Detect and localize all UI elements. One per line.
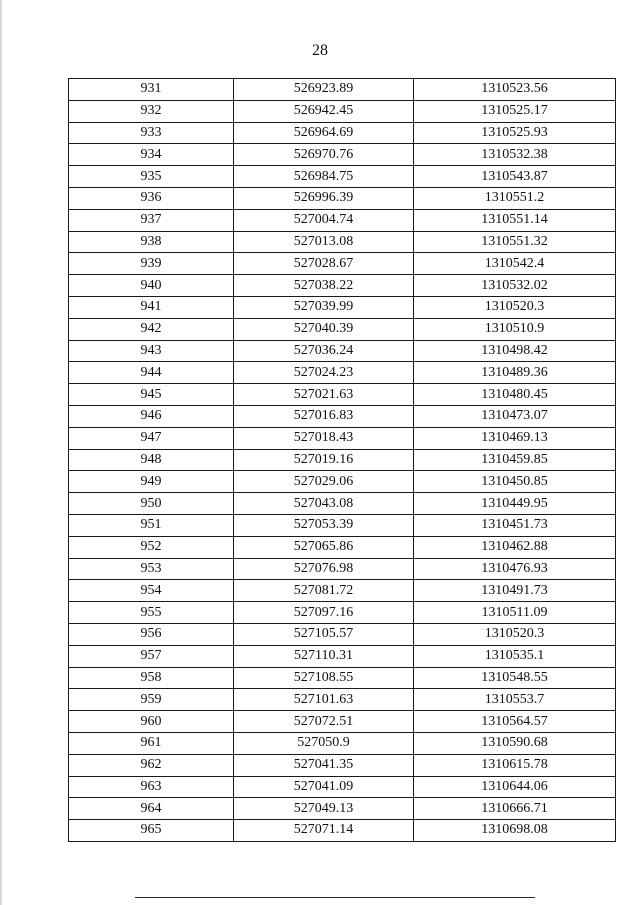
y-coordinate-cell: 1310462.88: [414, 536, 616, 558]
x-coordinate-cell: 527041.09: [234, 776, 414, 798]
table-row: [69, 514, 616, 536]
point-number-cell: 939: [69, 253, 234, 275]
point-number-cell: 938: [69, 231, 234, 253]
point-number-cell: 932: [69, 100, 234, 122]
y-coordinate-cell: 1310511.09: [414, 602, 616, 624]
x-coordinate-cell: 526984.75: [234, 166, 414, 188]
y-coordinate-cell: 1310469.13: [414, 427, 616, 449]
x-coordinate-cell: 527053.39: [234, 514, 414, 536]
point-number-cell: 958: [69, 667, 234, 689]
table-row: [69, 253, 616, 275]
point-number-cell: 952: [69, 536, 234, 558]
table-row: [69, 558, 616, 580]
point-number-cell: 934: [69, 144, 234, 166]
x-coordinate-cell: 527019.16: [234, 449, 414, 471]
point-number-cell: 962: [69, 754, 234, 776]
y-coordinate-cell: 1310480.45: [414, 384, 616, 406]
page-number: 28: [312, 42, 328, 59]
table-row: [69, 166, 616, 188]
y-coordinate-cell: 1310698.08: [414, 820, 616, 842]
point-number-cell: 943: [69, 340, 234, 362]
y-coordinate-cell: 1310520.3: [414, 623, 616, 645]
table-row: [69, 580, 616, 602]
y-coordinate-cell: 1310523.56: [414, 79, 616, 101]
x-coordinate-cell: 527081.72: [234, 580, 414, 602]
table-row: [69, 689, 616, 711]
point-number-cell: 954: [69, 580, 234, 602]
point-number-cell: 953: [69, 558, 234, 580]
x-coordinate-cell: 527108.55: [234, 667, 414, 689]
x-coordinate-cell: 527101.63: [234, 689, 414, 711]
table-row: [69, 275, 616, 297]
x-coordinate-cell: 527040.39: [234, 318, 414, 340]
point-number-cell: 950: [69, 493, 234, 515]
table-row: [69, 122, 616, 144]
point-number-cell: 935: [69, 166, 234, 188]
point-number-cell: 945: [69, 384, 234, 406]
table-row: [69, 340, 616, 362]
y-coordinate-cell: 1310615.78: [414, 754, 616, 776]
table-row: [69, 318, 616, 340]
y-coordinate-cell: 1310525.93: [414, 122, 616, 144]
x-coordinate-cell: 527039.99: [234, 296, 414, 318]
y-coordinate-cell: 1310489.36: [414, 362, 616, 384]
table-row: [69, 645, 616, 667]
point-number-cell: 933: [69, 122, 234, 144]
point-number-cell: 964: [69, 798, 234, 820]
y-coordinate-cell: 1310551.32: [414, 231, 616, 253]
y-coordinate-cell: 1310450.85: [414, 471, 616, 493]
x-coordinate-cell: 527071.14: [234, 820, 414, 842]
table-row: [69, 449, 616, 471]
table-row: [69, 187, 616, 209]
x-coordinate-cell: 527013.08: [234, 231, 414, 253]
x-coordinate-cell: 527049.13: [234, 798, 414, 820]
y-coordinate-cell: 1310451.73: [414, 514, 616, 536]
table-row: [69, 493, 616, 515]
x-coordinate-cell: 527072.51: [234, 711, 414, 733]
point-number-cell: 937: [69, 209, 234, 231]
x-coordinate-cell: 527076.98: [234, 558, 414, 580]
table-row: [69, 732, 616, 754]
point-number-cell: 955: [69, 602, 234, 624]
table-row: [69, 667, 616, 689]
table-row: [69, 100, 616, 122]
point-number-cell: 963: [69, 776, 234, 798]
x-coordinate-cell: 527021.63: [234, 384, 414, 406]
y-coordinate-cell: 1310542.4: [414, 253, 616, 275]
table-row: [69, 471, 616, 493]
x-coordinate-cell: 527004.74: [234, 209, 414, 231]
point-number-cell: 940: [69, 275, 234, 297]
table-row: [69, 209, 616, 231]
y-coordinate-cell: 1310473.07: [414, 405, 616, 427]
table-row: [69, 296, 616, 318]
table-row: [69, 754, 616, 776]
bottom-rule: [135, 897, 535, 898]
point-number-cell: 959: [69, 689, 234, 711]
y-coordinate-cell: 1310548.55: [414, 667, 616, 689]
table-row: [69, 384, 616, 406]
table-row: [69, 144, 616, 166]
y-coordinate-cell: 1310532.02: [414, 275, 616, 297]
x-coordinate-cell: 527028.67: [234, 253, 414, 275]
point-number-cell: 947: [69, 427, 234, 449]
x-coordinate-cell: 526964.69: [234, 122, 414, 144]
x-coordinate-cell: 527050.9: [234, 732, 414, 754]
y-coordinate-cell: 1310476.93: [414, 558, 616, 580]
x-coordinate-cell: 527110.31: [234, 645, 414, 667]
x-coordinate-cell: 527024.23: [234, 362, 414, 384]
point-number-cell: 931: [69, 79, 234, 101]
table-row: [69, 536, 616, 558]
x-coordinate-cell: 526923.89: [234, 79, 414, 101]
y-coordinate-cell: 1310543.87: [414, 166, 616, 188]
x-coordinate-cell: 527038.22: [234, 275, 414, 297]
y-coordinate-cell: 1310498.42: [414, 340, 616, 362]
table-row: [69, 798, 616, 820]
y-coordinate-cell: 1310551.14: [414, 209, 616, 231]
point-number-cell: 949: [69, 471, 234, 493]
x-coordinate-cell: 526942.45: [234, 100, 414, 122]
y-coordinate-cell: 1310520.3: [414, 296, 616, 318]
point-number-cell: 960: [69, 711, 234, 733]
x-coordinate-cell: 527029.06: [234, 471, 414, 493]
table-row: [69, 820, 616, 842]
point-number-cell: 961: [69, 732, 234, 754]
y-coordinate-cell: 1310491.73: [414, 580, 616, 602]
y-coordinate-cell: 1310535.1: [414, 645, 616, 667]
point-number-cell: 941: [69, 296, 234, 318]
point-number-cell: 951: [69, 514, 234, 536]
x-coordinate-cell: 527016.83: [234, 405, 414, 427]
table-row: [69, 427, 616, 449]
x-coordinate-cell: 527018.43: [234, 427, 414, 449]
x-coordinate-cell: 527097.16: [234, 602, 414, 624]
point-number-cell: 957: [69, 645, 234, 667]
y-coordinate-cell: 1310449.95: [414, 493, 616, 515]
table-row: [69, 362, 616, 384]
point-number-cell: 944: [69, 362, 234, 384]
x-coordinate-cell: 527065.86: [234, 536, 414, 558]
x-coordinate-cell: 527036.24: [234, 340, 414, 362]
y-coordinate-cell: 1310553.7: [414, 689, 616, 711]
y-coordinate-cell: 1310459.85: [414, 449, 616, 471]
scan-edge: [0, 0, 2, 905]
y-coordinate-cell: 1310532.38: [414, 144, 616, 166]
coordinates-table: [68, 78, 616, 842]
y-coordinate-cell: 1310525.17: [414, 100, 616, 122]
x-coordinate-cell: 527041.35: [234, 754, 414, 776]
y-coordinate-cell: 1310551.2: [414, 187, 616, 209]
point-number-cell: 936: [69, 187, 234, 209]
y-coordinate-cell: 1310564.57: [414, 711, 616, 733]
y-coordinate-cell: 1310510.9: [414, 318, 616, 340]
x-coordinate-cell: 527105.57: [234, 623, 414, 645]
table-row: [69, 405, 616, 427]
point-number-cell: 956: [69, 623, 234, 645]
table-row: [69, 79, 616, 101]
x-coordinate-cell: 527043.08: [234, 493, 414, 515]
point-number-cell: 946: [69, 405, 234, 427]
point-number-cell: 942: [69, 318, 234, 340]
x-coordinate-cell: 526970.76: [234, 144, 414, 166]
y-coordinate-cell: 1310590.68: [414, 732, 616, 754]
table-row: [69, 623, 616, 645]
x-coordinate-cell: 526996.39: [234, 187, 414, 209]
point-number-cell: 948: [69, 449, 234, 471]
y-coordinate-cell: 1310644.06: [414, 776, 616, 798]
table-row: [69, 711, 616, 733]
table-row: [69, 776, 616, 798]
table-row: [69, 231, 616, 253]
y-coordinate-cell: 1310666.71: [414, 798, 616, 820]
point-number-cell: 965: [69, 820, 234, 842]
coordinates-table-body: [69, 79, 616, 842]
table-row: [69, 602, 616, 624]
